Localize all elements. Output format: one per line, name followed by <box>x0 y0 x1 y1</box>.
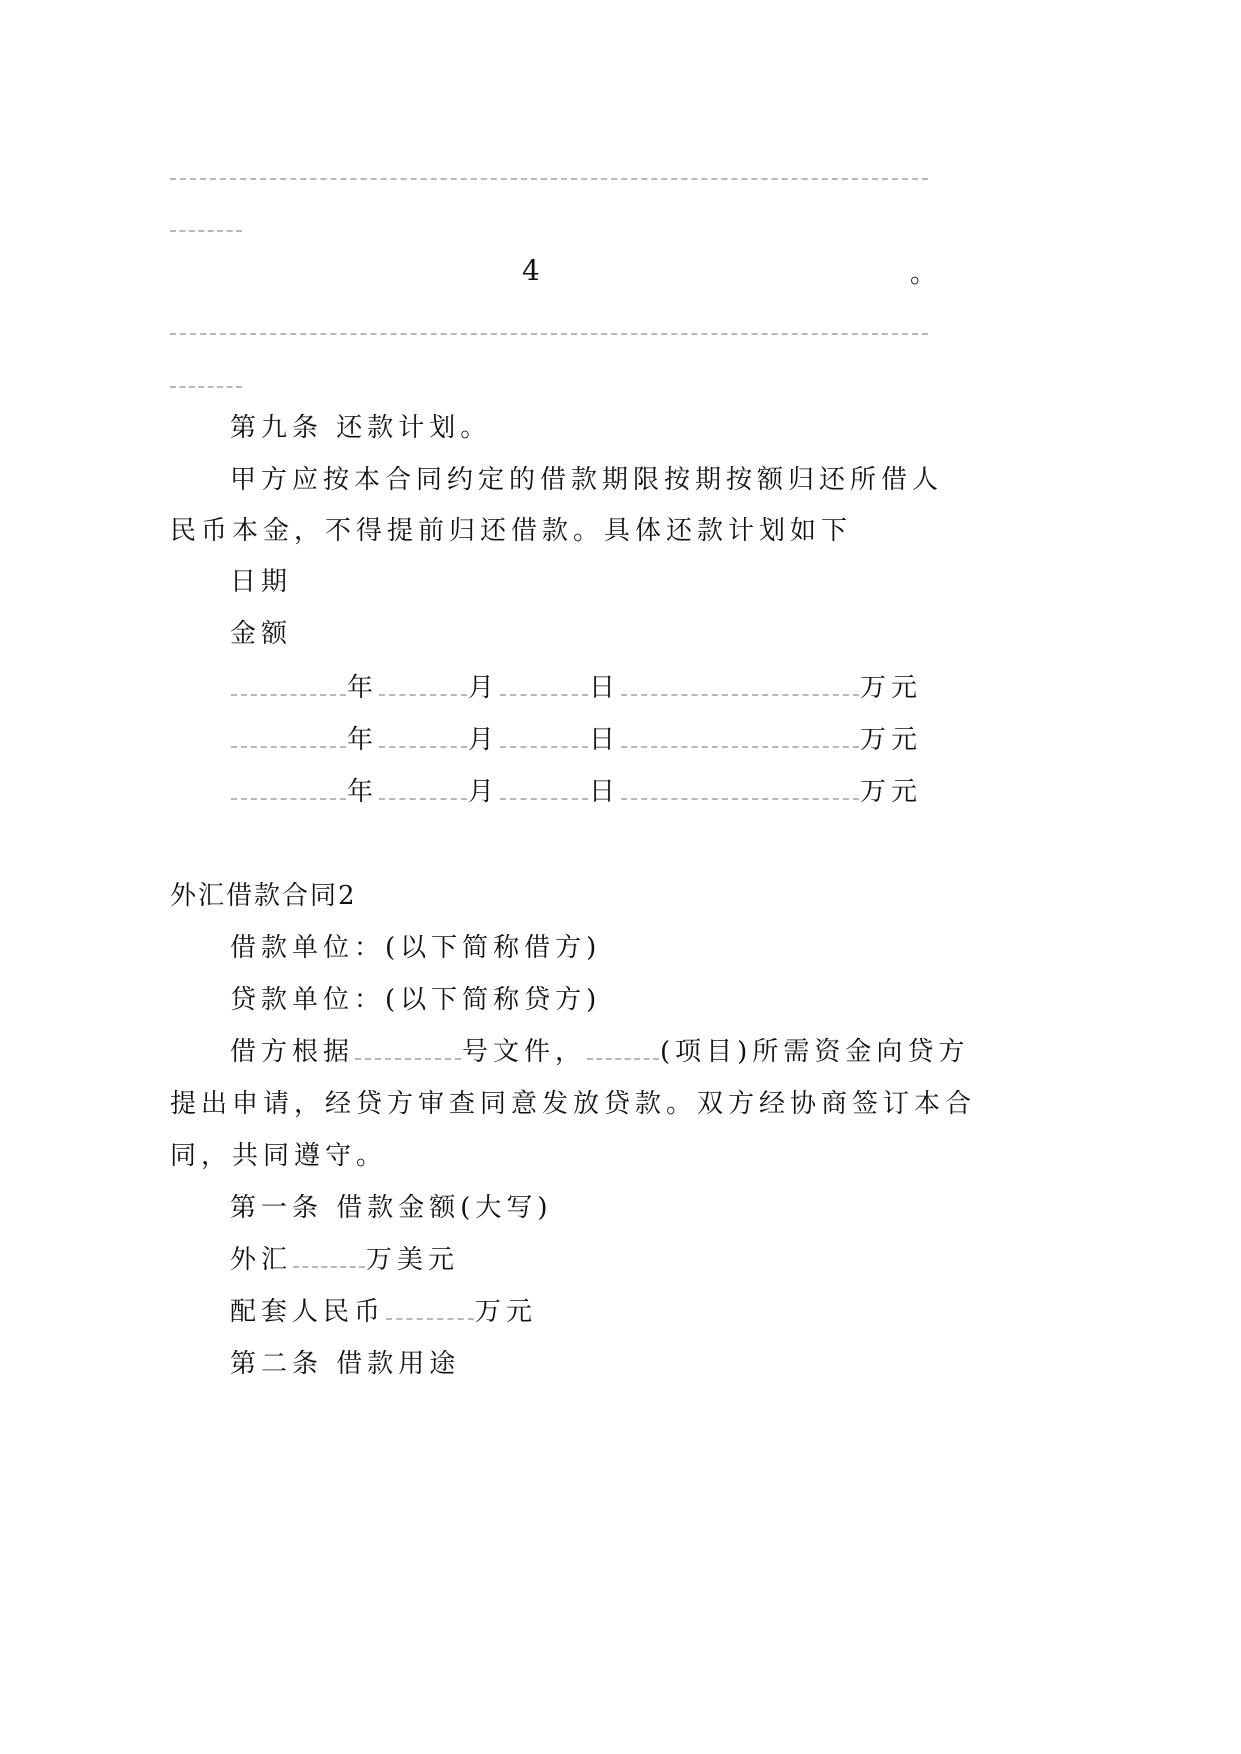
article-2-title: 第二条 借款用途 <box>230 1349 461 1379</box>
paragraph: 借方根据 号文件， (项目)所需资金向贷方 <box>230 1037 970 1067</box>
rmb-amount-line: 配套人民币 万元 <box>230 1297 538 1327</box>
blank-line <box>170 178 928 180</box>
repayment-row: 年 月 日 万元 <box>230 672 922 704</box>
lender-line: 贷款单位：(以下简称贷方) <box>230 985 602 1015</box>
repayment-row: 年 月 日 万元 <box>230 776 922 808</box>
fx-amount-line: 外汇 万美元 <box>230 1245 460 1275</box>
paragraph: 民币本金，不得提前归还借款。具体还款计划如下 <box>170 516 853 546</box>
paragraph: 甲方应按本合同约定的借款期限按期按额归还所借人 <box>230 465 944 495</box>
blank-line <box>170 230 242 232</box>
paragraph: 提出申请，经贷方审查同意发放贷款。双方经协商签订本合 <box>170 1089 977 1119</box>
column-date: 日期 <box>230 567 293 597</box>
repayment-row: 年 月 日 万元 <box>230 724 922 756</box>
article-1-title: 第一条 借款金额(大写) <box>230 1193 553 1223</box>
column-amount: 金额 <box>230 619 293 649</box>
blank-line <box>170 386 242 388</box>
period: 。 <box>910 259 942 289</box>
article-9-title: 第九条 还款计划。 <box>230 413 492 443</box>
paragraph: 同，共同遵守。 <box>170 1141 388 1171</box>
blank-line <box>170 333 928 335</box>
borrower-line: 借款单位：(以下简称借方) <box>230 933 602 963</box>
contract-title: 外汇借款合同2 <box>170 881 357 911</box>
page-number: 4 <box>522 254 545 287</box>
